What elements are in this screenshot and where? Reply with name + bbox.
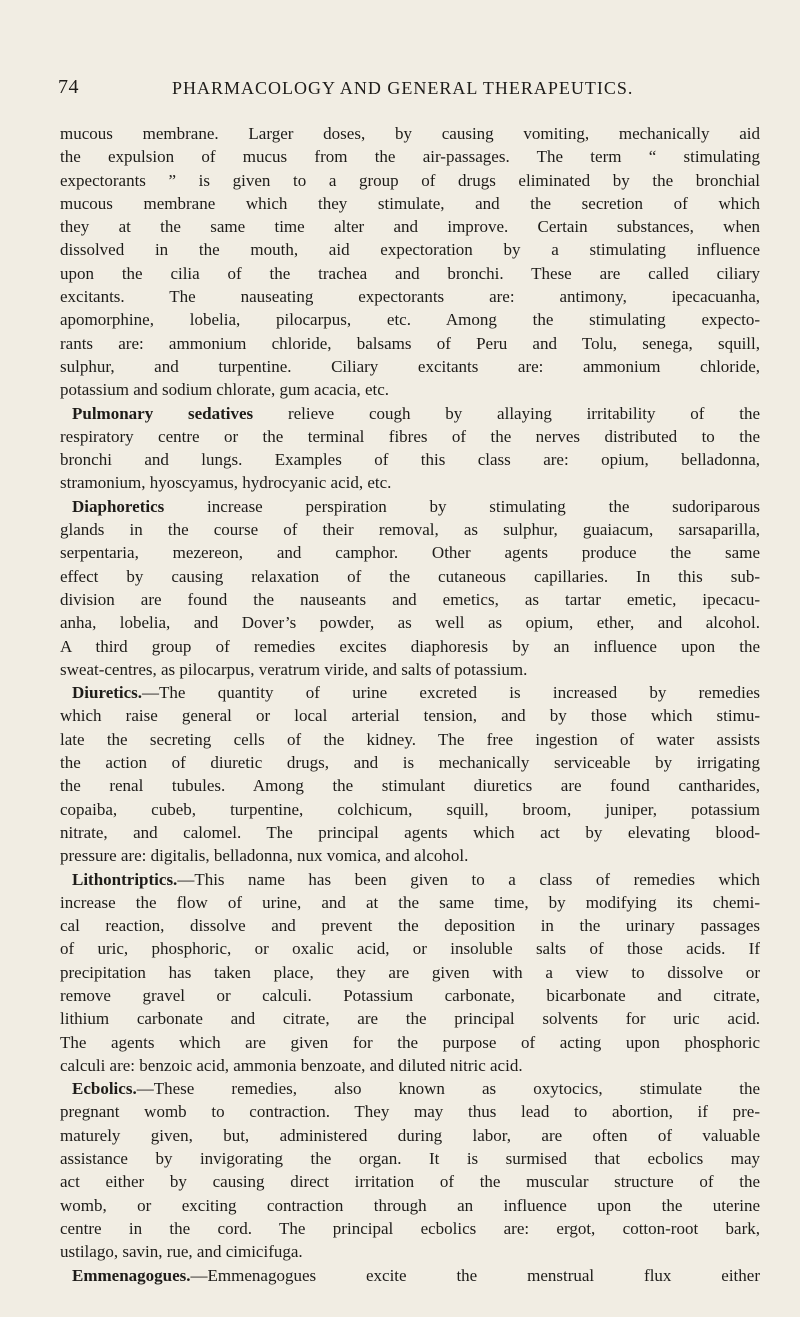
line-text: they at the same time alter and improve. Certain substances, when: [60, 217, 760, 237]
text-line: [60, 751, 760, 774]
line-text: dissolved in the mouth, aid expectoration by a stimulating influence: [60, 240, 760, 260]
section-heading: Pulmonary sedatives: [72, 403, 254, 423]
line-text: lithium carbonate and citrate, are the principal solvents for uric acid.: [60, 1009, 760, 1029]
line-text: respiratory centre or the terminal fibres of the nerves distributed to the: [60, 426, 760, 446]
line-text: potassium and sodium chlorate, gum acacia, etc.: [60, 380, 390, 400]
text-line: [60, 192, 760, 215]
line-text: which raise general or local arterial tension, and by those which stimu-: [60, 706, 760, 726]
line-text: rants are: ammonium chloride, balsams of Peru and Tolu, senega, squill,: [60, 333, 760, 353]
text-line: [60, 728, 760, 751]
text-line: [60, 471, 760, 494]
text-line: [60, 658, 760, 681]
line-text: mucous membrane. Larger doses, by causing vomiting, mechanically aid: [60, 124, 760, 143]
line-text: upon the cilia of the trachea and bronchi. These are called ciliary: [60, 263, 760, 283]
section-heading: Ecbolics.: [72, 1079, 137, 1099]
text-line: [60, 1031, 760, 1054]
section-first-line: [60, 402, 760, 425]
line-text: of uric, phosphoric, or oxalic acid, or insoluble salts of those acids. If: [60, 939, 760, 959]
text-line: [60, 425, 760, 448]
line-text: centre in the cord. The principal ecbolics are: ergot, cotton-root bark,: [60, 1218, 760, 1238]
line-text: bronchi and lungs. Examples of this class are: opium, belladonna,: [60, 450, 760, 470]
line-text: effect by causing relaxation of the cutaneous capillaries. In this sub-: [60, 566, 760, 586]
text-line: [60, 798, 760, 821]
text-line: [60, 984, 760, 1007]
line-text: increase the flow of urine, and at the same time, by modifying its chemi-: [60, 892, 760, 912]
line-text: division are found the nauseants and emetics, as tartar emetic, ipecacu-: [60, 589, 760, 609]
text-line: [60, 565, 760, 588]
section-heading: Diaphoretics: [72, 496, 165, 516]
line-text: nitrate, and calomel. The principal agents which act by elevating blood-: [60, 822, 760, 842]
line-text: anha, lobelia, and Dover’s powder, as well as opium, ether, and alcohol.: [60, 613, 760, 633]
body-text: [60, 122, 760, 1287]
section-heading: Emmenagogues.: [72, 1265, 191, 1285]
text-line: [60, 1054, 760, 1077]
line-text: pregnant womb to contraction. They may thus lead to abortion, if pre-: [60, 1102, 760, 1122]
text-line: [60, 169, 760, 192]
text-line: [60, 774, 760, 797]
text-line: [60, 355, 760, 378]
text-line: [60, 145, 760, 168]
text-line: [60, 518, 760, 541]
section-first-line: [60, 681, 760, 704]
line-text: copaiba, cubeb, turpentine, colchicum, squill, broom, juniper, potassium: [60, 799, 760, 819]
text-line: [60, 937, 760, 960]
text-line: [60, 821, 760, 844]
line-text: late the secreting cells of the kidney. The free ingestion of water assists: [60, 729, 760, 749]
line-text: maturely given, but, administered during labor, are often of valuable: [60, 1125, 760, 1145]
line-text: —Emmenagogues excite the menstrual flux either: [190, 1265, 760, 1285]
text-line: [60, 635, 760, 658]
text-line: [60, 448, 760, 471]
line-text: A third group of remedies excites diaphoresis by an influence upon the: [60, 636, 760, 656]
text-line: [60, 1240, 760, 1263]
text-line: [60, 1217, 760, 1240]
text-line: [60, 285, 760, 308]
section-heading: Diuretics.: [72, 683, 143, 703]
line-text: stramonium, hyoscyamus, hydrocyanic acid, etc.: [60, 473, 392, 493]
line-text: precipitation has taken place, they are given with a view to dissolve or: [60, 962, 760, 982]
line-text: cal reaction, dissolve and prevent the deposition in the urinary passages: [60, 916, 760, 936]
text-line: [60, 122, 760, 145]
text-line: [60, 588, 760, 611]
section-first-line: [60, 868, 760, 891]
text-line: [60, 1007, 760, 1030]
running-head: PHARMACOLOGY AND GENERAL THERAPEUTICS.: [172, 78, 634, 98]
text-line: [60, 891, 760, 914]
section-heading: Lithontriptics.: [72, 869, 178, 889]
line-text: glands in the course of their removal, as sulphur, guaiacum, sarsaparilla,: [60, 520, 760, 540]
line-text: —This name has been given to a class of remedies which: [177, 869, 760, 889]
line-text: —These remedies, also known as oxytocics, stimulate the: [136, 1079, 760, 1099]
line-text: remove gravel or calculi. Potassium carbonate, bicarbonate and citrate,: [60, 985, 760, 1005]
line-text: the action of diuretic drugs, and is mechanically serviceable by irrigating: [60, 753, 760, 773]
line-text: relieve cough by allaying irritability of the: [253, 403, 760, 423]
line-text: serpentaria, mezereon, and camphor. Other agents produce the same: [60, 543, 760, 563]
text-line: [60, 1170, 760, 1193]
text-line: [60, 541, 760, 564]
line-text: womb, or exciting contraction through an influence upon the uterine: [60, 1195, 760, 1215]
text-line: [60, 215, 760, 238]
page-number: 74: [58, 76, 79, 98]
text-line: [60, 1124, 760, 1147]
text-line: [60, 1194, 760, 1217]
line-text: The agents which are given for the purpose of acting upon phosphoric: [60, 1032, 760, 1052]
text-line: [60, 914, 760, 937]
section-first-line: [60, 495, 760, 518]
text-line: [60, 378, 760, 401]
text-line: [60, 611, 760, 634]
text-line: [60, 961, 760, 984]
text-line: [60, 308, 760, 331]
line-text: —The quantity of urine excreted is increased by remedies: [142, 683, 760, 703]
line-text: ustilago, savin, rue, and cimicifuga.: [60, 1242, 303, 1262]
line-text: assistance by invigorating the organ. It is surmised that ecbolics may: [60, 1149, 760, 1169]
text-line: [60, 238, 760, 261]
section-first-line: [60, 1264, 760, 1287]
line-text: excitants. The nauseating expectorants are: antimony, ipecacuanha,: [60, 287, 760, 307]
line-text: expectorants ” is given to a group of drugs eliminated by the bronchial: [60, 170, 760, 190]
line-text: apomorphine, lobelia, pilocarpus, etc. Among the stimulating expecto-: [60, 310, 760, 330]
text-line: [60, 262, 760, 285]
line-text: the renal tubules. Among the stimulant diuretics are found cantharides,: [60, 776, 760, 796]
text-line: [60, 844, 760, 867]
text-line: [60, 332, 760, 355]
line-text: act either by causing direct irritation of the muscular structure of the: [60, 1172, 760, 1192]
line-text: pressure are: digitalis, belladonna, nux vomica, and alcohol.: [60, 846, 469, 866]
text-line: [60, 1147, 760, 1170]
line-text: mucous membrane which they stimulate, and the secretion of which: [60, 193, 760, 213]
line-text: sweat-centres, as pilocarpus, veratrum viride, and salts of potassium.: [60, 659, 528, 679]
line-text: the expulsion of mucus from the air-passages. The term “ stimulating: [60, 147, 760, 167]
line-text: sulphur, and turpentine. Ciliary excitants are: ammonium chloride,: [60, 356, 760, 376]
section-first-line: [60, 1077, 760, 1100]
line-text: increase perspiration by stimulating the sudoriparous: [164, 496, 760, 516]
line-text: calculi are: benzoic acid, ammonia benzoate, and diluted nitric acid.: [60, 1055, 523, 1075]
text-line: [60, 704, 760, 727]
text-line: [60, 1100, 760, 1123]
